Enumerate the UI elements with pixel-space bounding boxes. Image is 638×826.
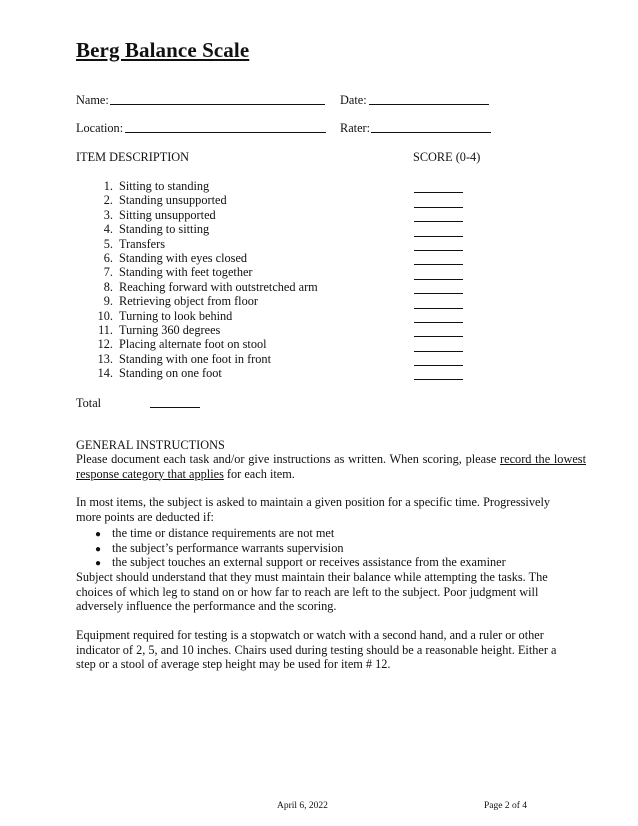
instructions-paragraph: Please document each task and/or give instructions as written. When scoring, please record the lowest response category that applies for each item. — [76, 452, 586, 481]
score-field[interactable] — [414, 179, 463, 193]
score-field[interactable] — [414, 237, 463, 251]
date-field[interactable] — [369, 104, 489, 105]
list-item: 1. Sitting to standing — [103, 179, 210, 193]
list-item: 8. Reaching forward with outstretched arm — [103, 279, 318, 294]
score-blanks — [414, 179, 463, 380]
list-item: 5. Transfers — [103, 236, 165, 251]
total-label: Total — [76, 396, 102, 410]
score-field[interactable] — [414, 222, 463, 236]
item-description-header: ITEM DESCRIPTION — [76, 150, 190, 164]
score-field[interactable] — [414, 352, 463, 366]
list-item: 2. Standing unsupported — [103, 193, 227, 208]
list-item: ● the subject’s performance warrants supervision — [95, 540, 344, 555]
rater-field[interactable] — [371, 132, 491, 133]
score-header: SCORE (0-4) — [413, 150, 481, 164]
footer-date: April 6, 2022 — [277, 801, 328, 811]
score-field[interactable] — [414, 208, 463, 222]
name-field[interactable] — [110, 104, 325, 105]
list-item: ● the subject touches an external support or receives assistance from the examiner — [95, 555, 506, 570]
name-label: Name: — [76, 93, 109, 107]
score-field[interactable] — [414, 280, 463, 294]
total-field[interactable] — [150, 407, 200, 408]
instructions-paragraph: Equipment required for testing is a stopwatch or watch with a second hand, and a ruler or other indicator of 2, 5, and 10 inches. Chairs used during testing should be a reasonable height. Either a step or a stool of average step height may be used for item # 12. — [76, 628, 557, 672]
list-item: 3. Sitting unsupported — [103, 207, 216, 222]
score-field[interactable] — [414, 294, 463, 308]
item-list — [94, 179, 318, 380]
list-item: 12. Placing alternate foot on stool — [97, 337, 267, 352]
list-item: 10. Turning to look behind — [97, 308, 233, 323]
score-field[interactable] — [414, 251, 463, 265]
list-item: 14. Standing on one foot — [97, 366, 222, 381]
instructions-paragraph: Subject should understand that they must maintain their balance while attempting the tasks. The choices of which leg to stand on or how far to reach are left to the subject. Poor judgment will adversely influence the performance and the scoring. — [76, 570, 548, 614]
footer-page-number: Page 2 of 4 — [484, 801, 528, 811]
bullet-list — [95, 526, 506, 570]
score-field[interactable] — [414, 337, 463, 351]
list-item: 4. Standing to sitting — [103, 222, 210, 237]
score-field[interactable] — [414, 265, 463, 279]
rater-label: Rater: — [340, 121, 371, 135]
score-field[interactable] — [414, 366, 463, 380]
list-item: 7. Standing with feet together — [103, 265, 253, 280]
list-item: 11. Turning 360 degrees — [98, 322, 221, 337]
list-item: 9. Retrieving object from floor — [103, 294, 258, 309]
instructions-heading: GENERAL INSTRUCTIONS — [76, 438, 225, 452]
page-title: Berg Balance Scale — [76, 38, 250, 62]
list-item: 6. Standing with eyes closed — [103, 250, 248, 265]
date-label: Date: — [340, 93, 367, 107]
list-item: ● the time or distance requirements are not met — [95, 526, 335, 540]
list-item: 13. Standing with one foot in front — [97, 351, 271, 366]
location-label: Location: — [76, 121, 124, 135]
score-field[interactable] — [414, 323, 463, 337]
score-field[interactable] — [414, 193, 463, 207]
location-field[interactable] — [125, 132, 326, 133]
instructions-paragraph: In most items, the subject is asked to maintain a given position for a specific time. Progressively more points are deducted if: — [76, 495, 551, 524]
score-field[interactable] — [414, 309, 463, 323]
